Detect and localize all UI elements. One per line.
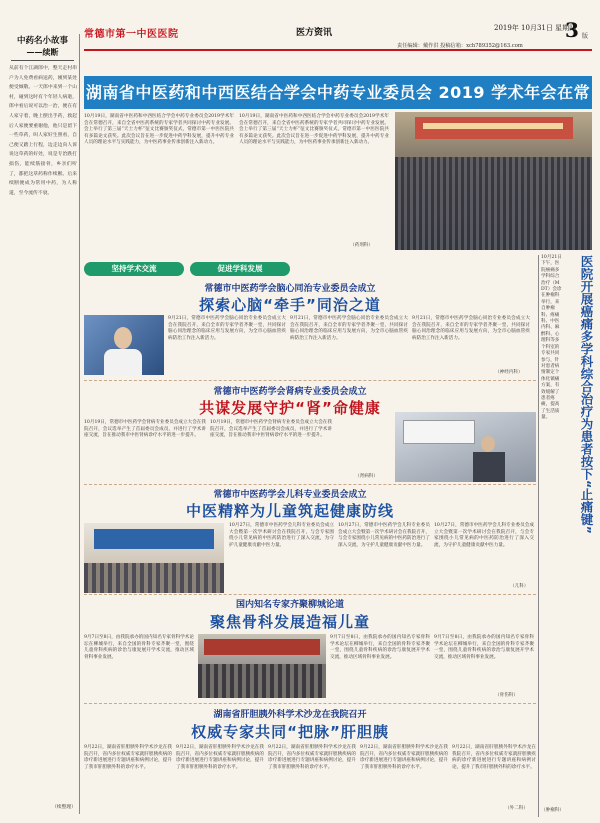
article-headline: 聚焦骨科发展造福儿童	[209, 613, 370, 631]
page-label: 版	[582, 33, 589, 40]
masthead	[0, 0, 600, 72]
article-kicker: 湖南省肝胆胰外科学术沙龙在我院召开	[213, 710, 367, 720]
left-column	[7, 34, 78, 814]
conference-photo	[395, 112, 592, 250]
article-body: 9月21日，常德市中医药学会脑心同治专业委员会成立大会在我院召开，来自全市的专家学者齐聚一堂，共同探讨脑心同治理念的临床应用与发展方向，为全市心脑血管疾病防治工作注入新活力。	[290, 316, 408, 341]
article-separator	[84, 594, 536, 595]
article-body: 9月22日，湖南省肝胆胰外科学术沙龙在我院召开，省内多位权威专家就肝胆胰疾病的诊疗新进展进行专题讲座和病例讨论，提升了我市肝胆胰外科的诊疗水平。	[360, 745, 448, 770]
section-label-right: 促进学科发展	[190, 262, 290, 276]
newspaper-logo: 常德市第一中医医院	[84, 29, 179, 40]
article-body: 9月7日至8日，由我院承办的国内知名专家骨科学术论坛在柳城举行，来自全国的骨科专家齐聚一堂，围绕儿童骨科疾病的诊治与康复展开学术交流，推动区域骨科事业发展。	[330, 635, 430, 660]
article-byline: （肾病科）	[355, 474, 378, 479]
lecture-photo	[395, 412, 536, 482]
lead-headline: 湖南省中医药和中西医结合学会中药专业委员会 2019 学术年会在常召开	[85, 83, 591, 135]
orthopedics-forum-photo	[198, 634, 326, 698]
lead-body-col1: 10月19日，湖南省中医药和中西医结合学会中药专业委员会2019学术年会在常德召开，来自全省中医药系统的专家学者共同探讨中药专业发展。会上举行了第三届“天士力杯”征文比赛颁奖仪式，常德市第一中医医院共有多篇论文获奖。此次会议旨在进一步促进中药学科发展，提升中药专业人员的理论水平与实践能力，为中医药事业传承创新注入新动力。	[84, 114, 234, 146]
section-label	[84, 262, 294, 276]
audience-image	[395, 157, 592, 250]
article-kicker: 常德市中医药学会脑心同治专业委员会成立	[204, 284, 376, 294]
article-kicker: 常德市中医药学会儿科专业委员会成立	[213, 490, 367, 500]
article-body: 10月27日，常德市中医药学会儿科专业委员会成立大会暨第一次学术研讨会在我院召开，与会专家围绕小儿常见病的中医药防治进行了深入交流，为守护儿童健康贡献中医力量。	[229, 523, 334, 548]
article-body: 10月27日，常德市中医药学会儿科专业委员会成立大会暨第一次学术研讨会在我院召开，与会专家围绕小儿常见病的中医药防治进行了深入交流，为守护儿童健康贡献中医力量。	[434, 523, 534, 548]
article-body: 9月21日，常德市中医药学会脑心同治专业委员会成立大会在我院召开，来自全市的专家学者齐聚一堂，共同探讨脑心同治理念的临床应用与发展方向，为全市心脑血管疾病防治工作注入新活力。	[412, 316, 530, 341]
article-body: 9月7日至8日，由我院承办的国内知名专家骨科学术论坛在柳城举行，来自全国的骨科专家齐聚一堂，围绕儿童骨科疾病的诊治与康复展开学术交流，推动区域骨科事业发展。	[434, 635, 534, 660]
article-byline: （外二科）	[505, 806, 528, 811]
article-body: 10月27日，常德市中医药学会儿科专业委员会成立大会暨第一次学术研讨会在我院召开，与会专家围绕小儿常见病的中医药防治进行了深入交流，为守护儿童健康贡献中医力量。	[338, 523, 430, 548]
article-byline: （儿科）	[510, 584, 529, 589]
right-column-body: 10月21日下午，医院癌痛多学科综合治疗（MDT）会诊在肿瘤科举行，来自肿瘤科、疼痛科、中医内科、麻醉科、心理科等多个科室的专家共同参与，针对患者病情制定个体化镇痛方案，有效缓解了患者疼痛，提高了生活质量。	[541, 255, 562, 421]
article-body: 10月19日，常德市中医药学会肾病专业委员会成立大会在我院召开，会议选举产生了首届委员会成员，并进行了学术讲座交流，旨在推动我市中医肾病诊疗水平的进一步提升。	[210, 420, 332, 439]
article-separator	[84, 484, 536, 485]
section-name: 医方资讯	[296, 28, 333, 38]
article-separator	[84, 380, 536, 381]
left-column-subtitle: ——续断	[26, 47, 59, 57]
page-number: 3	[565, 18, 579, 42]
pediatrics-meeting-photo	[84, 523, 224, 593]
left-column-rule	[11, 60, 74, 61]
article-headline: 中医精粹为儿童筑起健康防线	[185, 502, 394, 520]
issue-date: 2019年 10月31日 星期四	[494, 24, 577, 32]
left-column-body: 从前有个江湖郎中，整天走村串户为人免费看病送药，刚到某处便受倾敬。一天郎中来到一个山村，碰到这时有个年轻人病逝，郎中看后说可以治一治，便在有人家守着，晚上摆出手药，救起后人家便要重谢他，他只是留下一些草药，叫人家好生照看，自己便又踏上行程，边走边向人诉说这草药的好处，说是专治跌打损伤，能续筋接骨，乡亲们听了，都把这草药称作续断。后来续断便成为常用中药，为人称道，至今流传不衰。	[9, 66, 77, 196]
article-body: 9月22日，湖南省肝胆胰外科学术沙龙在我院召开，省内多位权威专家就肝胆胰疾病的诊疗新进展进行专题讲座和病例讨论，提升了我市肝胆胰外科的诊疗水平。	[176, 745, 264, 770]
article-separator	[84, 703, 536, 704]
stage-banner-image	[415, 117, 573, 139]
editor-info: 责任编辑：戴作洪 投稿信箱：xch789352@163.com	[397, 43, 523, 49]
right-column-byline: （肿瘤科）	[541, 808, 564, 813]
section-label-left: 坚持学术交流	[84, 262, 184, 276]
article-byline: （神经内科）	[495, 370, 523, 375]
right-column-headline: 医院开展癌痛多学科综合治疗为患者按下“止痛键”	[579, 255, 594, 534]
article-body: 9月21日，常德市中医药学会脑心同治专业委员会成立大会在我院召开，来自全市的专家学者齐聚一堂，共同探讨脑心同治理念的临床应用与发展方向，为全市心脑血管疾病防治工作注入新活力。	[168, 316, 286, 341]
article-body: 9月22日，湖南省肝胆胰外科学术沙龙在我院召开，省内多位权威专家就肝胆胰疾病的诊疗新进展进行专题讲座和病例讨论，提升了我市肝胆胰外科的诊疗水平。	[452, 745, 536, 770]
masthead-rule	[84, 49, 592, 51]
article-body: 10月19日，常德市中医药学会肾病专业委员会成立大会在我院召开，会议选举产生了首届委员会成员，并进行了学术讲座交流，旨在推动我市中医肾病诊疗水平的进一步提升。	[84, 420, 206, 439]
article-headline: 探索心脑“牵手”同治之道	[199, 296, 381, 314]
column-divider	[538, 255, 539, 817]
article-headline: 共谋发展守护“肾”命健康	[199, 399, 381, 417]
speaker-photo	[84, 315, 164, 375]
article-body: 9月22日，湖南省肝胆胰外科学术沙龙在我院召开，省内多位权威专家就肝胆胰疾病的诊疗新进展进行专题讲座和病例讨论，提升了我市肝胆胰外科的诊疗水平。	[268, 745, 356, 770]
lead-body-col2: 10月19日，湖南省中医药和中西医结合学会中药专业委员会2019学术年会在常德召开，来自全省中医药系统的专家学者共同探讨中药专业发展。会上举行了第三届“天士力杯”征文比赛颁奖仪式，常德市第一中医医院共有多篇论文获奖。此次会议旨在进一步促进中药学科发展，提升中药专业人员的理论水平与实践能力，为中医药事业传承创新注入新动力。	[239, 114, 389, 146]
lead-byline: （药剂科）	[350, 243, 373, 248]
article-body: 9月7日至8日，由我院承办的国内知名专家骨科学术论坛在柳城举行，来自全国的骨科专家齐聚一堂，围绕儿童骨科疾病的诊治与康复展开学术交流，推动区域骨科事业发展。	[84, 635, 194, 660]
article-kicker: 国内知名专家齐聚柳城论道	[235, 600, 344, 610]
right-column	[541, 255, 593, 817]
article-headline: 权威专家共同“把脉”肝胆胰	[191, 723, 389, 741]
left-column-byline: （续整理）	[52, 805, 76, 810]
article-kicker: 常德市中医药学会肾病专业委员会成立	[213, 387, 367, 397]
left-column-title: 中药名小故事	[16, 36, 68, 46]
article-body: 9月22日，湖南省肝胆胰外科学术沙龙在我院召开，省内多位权威专家就肝胆胰疾病的诊疗新进展进行专题讲座和病例讨论，提升了我市肝胆胰外科的诊疗水平。	[84, 745, 172, 770]
column-divider	[79, 34, 80, 814]
article-byline: （骨伤科）	[495, 693, 518, 698]
